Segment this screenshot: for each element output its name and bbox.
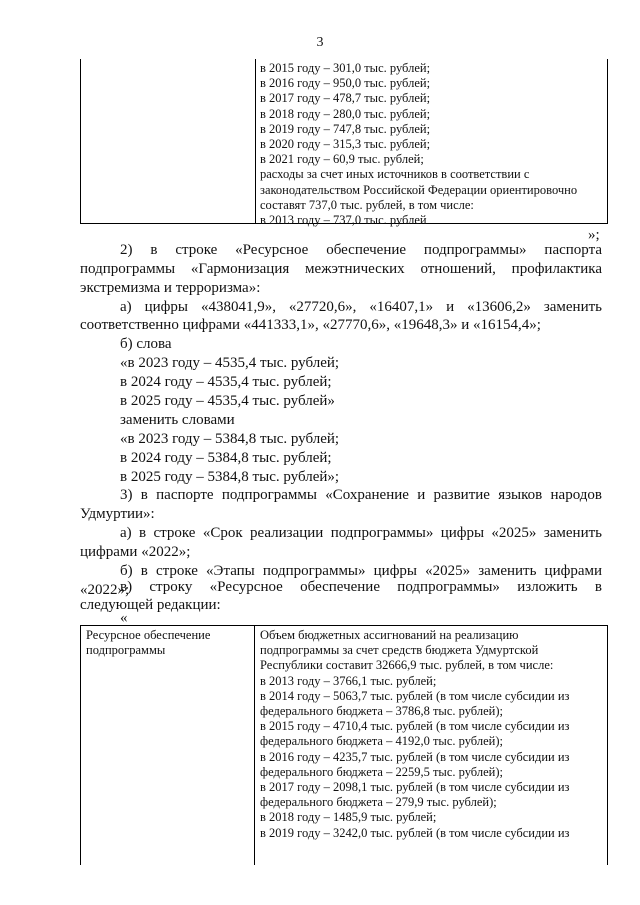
paragraph-line: в 2025 году – 4535,4 тыс. рублей» xyxy=(120,393,335,409)
table-line: в 2016 году – 950,0 тыс. рублей; xyxy=(260,76,431,91)
paragraph-line: следующей редакции: xyxy=(80,597,221,613)
resource-table xyxy=(80,625,608,865)
table-line: федерального бюджета – 3786,8 тыс. рублей); xyxy=(260,704,503,719)
paragraph-line: «в 2023 году – 5384,8 тыс. рублей; xyxy=(120,431,340,447)
table-line: в 2016 году – 4235,7 тыс. рублей (в том числе субсидии из xyxy=(260,749,570,764)
table-line: в 2018 году – 1485,9 тыс. рублей; xyxy=(260,810,437,825)
table-right-column xyxy=(256,59,607,230)
table-line: в 2019 году – 747,8 тыс. рублей; xyxy=(260,121,431,136)
paragraph-line: 3) в паспорте подпрограммы «Сохранение и развитие языков народов xyxy=(120,487,602,503)
paragraph-line: экстремизма и терроризма»: xyxy=(80,280,261,296)
table-line: расходы за счет иных источников в соответствии с xyxy=(260,167,530,182)
paragraph-line: «2022»; xyxy=(80,582,130,598)
paragraph-line: подпрограммы «Гармонизация межэтнических отношений, профилактика xyxy=(80,261,602,277)
table-line: федерального бюджета – 279,9 тыс. рублей); xyxy=(260,795,497,810)
table-left-column xyxy=(81,59,256,223)
paragraph-line: соответственно цифрами «441333,1», «27770,6», «19648,3» и «16154,4»; xyxy=(80,317,541,333)
table-line: в 2018 году – 280,0 тыс. рублей; xyxy=(260,106,431,121)
paragraph-line: в 2025 году – 5384,8 тыс. рублей»; xyxy=(120,469,340,485)
paragraph-line: 2) в строке «Ресурсное обеспечение подпрограммы» паспорта xyxy=(120,242,602,258)
table-line: в 2017 году – 478,7 тыс. рублей; xyxy=(260,91,431,106)
table-left-column xyxy=(81,626,255,865)
table-line: в 2015 году – 4710,4 тыс. рублей (в том числе субсидии из xyxy=(260,719,570,734)
resource-table-continuation xyxy=(80,59,608,228)
paragraph-line: б) слова xyxy=(120,336,172,352)
paragraph-line: цифрами «2022»; xyxy=(80,544,191,560)
table-line: в 2014 году – 5063,7 тыс. рублей (в том числе субсидии из xyxy=(260,688,570,703)
closing-quote: »; xyxy=(588,227,600,243)
paragraph-line: заменить словами xyxy=(120,412,235,428)
table-line: в 2019 году – 3242,0 тыс. рублей (в том числе субсидии из xyxy=(260,825,570,840)
table-line: Ресурсное обеспечение xyxy=(86,628,211,642)
table-line: Объем бюджетных ассигнований на реализацию xyxy=(260,628,519,642)
table-line: федерального бюджета – 2259,5 тыс. рублей); xyxy=(260,764,503,779)
table-line: в 2020 году – 315,3 тыс. рублей; xyxy=(260,137,431,152)
table-line: законодательством Российской Федерации ориентировочно xyxy=(260,182,578,197)
paragraph-line: в 2024 году – 4535,4 тыс. рублей; xyxy=(120,374,332,390)
paragraph-line: Удмуртии»: xyxy=(80,506,155,522)
paragraph-line: а) в строке «Срок реализации подпрограммы» цифры «2025» заменить xyxy=(120,525,602,541)
table-line: подпрограммы за счет средств бюджета Удмуртской xyxy=(260,643,539,658)
table-line: в 2013 году – 737,0 тыс. рублей xyxy=(260,213,427,228)
open-quote: « xyxy=(120,610,128,626)
paragraph-line: а) цифры «438041,9», «27720,6», «16407,1» и «13606,2» заменить xyxy=(120,299,602,315)
paragraph-line: в 2024 году – 5384,8 тыс. рублей; xyxy=(120,450,332,466)
table-line: Республики составит 32666,9 тыс. рублей, в том числе: xyxy=(260,658,554,673)
table-line: подпрограммы xyxy=(86,643,166,658)
page-number: 3 xyxy=(316,35,324,50)
table-line: федерального бюджета – 4192,0 тыс. рублей); xyxy=(260,734,503,749)
table-line: в 2015 году – 301,0 тыс. рублей; xyxy=(260,61,431,75)
table-line: в 2017 году – 2098,1 тыс. рублей (в том числе субсидии из xyxy=(260,780,570,795)
paragraph-line: б) в строке «Этапы подпрограммы» цифры «2025» заменить цифрами xyxy=(120,563,602,579)
table-line: составят 737,0 тыс. рублей, в том числе: xyxy=(260,197,474,212)
table-right-column xyxy=(256,626,607,843)
table-line: в 2021 году – 60,9 тыс. рублей; xyxy=(260,152,424,167)
paragraph-line: в) строку «Ресурсное обеспечение подпрограммы» изложить в xyxy=(120,579,602,595)
table-line: в 2013 году – 3766,1 тыс. рублей; xyxy=(260,673,437,688)
paragraph-line: «в 2023 году – 4535,4 тыс. рублей; xyxy=(120,355,340,371)
